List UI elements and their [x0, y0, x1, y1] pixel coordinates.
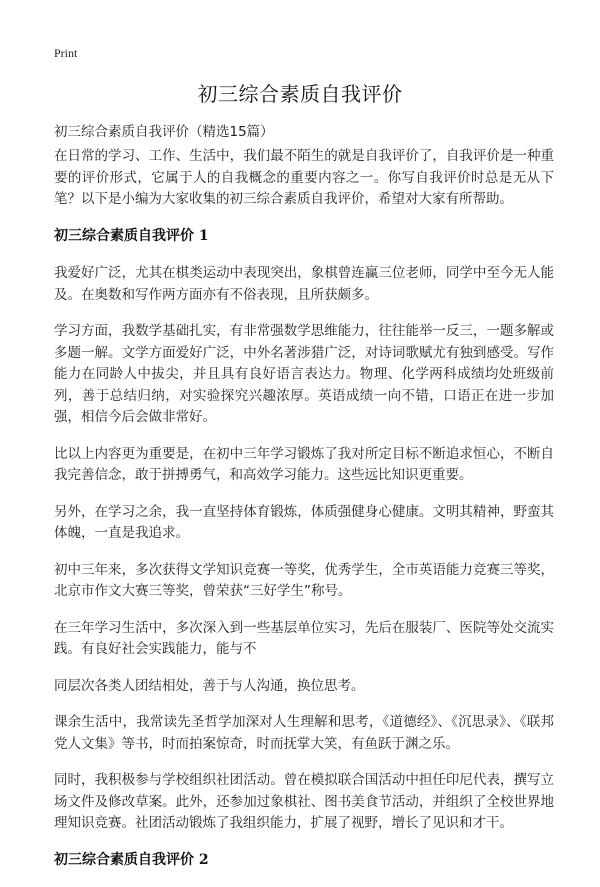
- document-body: [54, 146, 554, 887]
- section-heading-2: 初三综合素质自我评价 2: [54, 851, 209, 868]
- paragraph: 同时，我积极参与学校组织社团活动。曾在模拟联合国活动中担任印尼代表，撰写立场文件及修改草案。此外，还参加过象棋社、图书美食节活动，并组织了全校世界地理知识竞赛。社团活动锻炼了我组织能力，扩展了视野，增长了见识和才干。: [54, 772, 554, 831]
- intro-paragraph: 在日常的学习、工作、生活中，我们最不陌生的就是自我评价了，自我评价是一种重要的评价形式，它属于人的自我概念的重要内容之一。你写自我评价时总是无从下笔？以下是小编为大家收集的初三综合素质自我评价，希望对大家有所帮助。: [54, 148, 554, 207]
- print-link[interactable]: Print: [54, 46, 78, 60]
- section-heading-1: 初三综合素质自我评价 1: [54, 227, 209, 244]
- paragraph: 同层次各类人团结相处，善于与人沟通，换位思考。: [54, 677, 365, 694]
- paragraph: 学习方面，我数学基础扎实，有非常强数学思维能力，往往能举一反三，一题多解或多题一解。文学方面爱好广泛，中外名著涉猎广泛，对诗词歌赋尤有独到感受。写作能力在同龄人中拔尖，并且具有良好语言表达力。物理、化学两科成绩均处班级前列，善于总结归纳，对实验探究兴趣浓厚。英语成绩一向不错，口语正在进一步加强，相信今后会做非常好。: [54, 323, 554, 425]
- paragraph: 比以上内容更为重要是，在初中三年学习锻炼了我对所定目标不断追求恒心，不断自我完善信念，敢于拼搏勇气，和高效学习能力。这些远比知识更重要。: [54, 445, 554, 483]
- paragraph: 另外，在学习之余，我一直坚持体育锻炼，体质强健身心健康。文明其精神，野蛮其体魄，一直是我追求。: [54, 503, 554, 541]
- paragraph: 在三年学习生活中，多次深入到一些基层单位实习，先后在服装厂、医院等处交流实践。有良好社会实践能力，能与不: [54, 619, 554, 657]
- paragraph: 课余生活中，我常读先圣哲学加深对人生理解和思考，《道德经》、《沉思录》、《联邦党人文集》等书，时而拍案惊奇，时而抚掌大笑，有鱼跃于渊之乐。: [54, 714, 554, 752]
- document-subtitle: 初三综合素质自我评价（精选15篇）: [54, 124, 274, 140]
- paragraph: 我爱好广泛，尤其在棋类运动中表现突出，象棋曾连赢三位老师，同学中至今无人能及。在奥数和写作两方面亦有不俗表现，且所获颇多。: [54, 265, 554, 303]
- paragraph: 初中三年来，多次获得文学知识竞赛一等奖，优秀学生，全市英语能力竞赛三等奖，北京市作文大赛三等奖，曾荣获“三好学生”称号。: [54, 561, 554, 599]
- page-title: 初三综合素质自我评价: [197, 82, 403, 106]
